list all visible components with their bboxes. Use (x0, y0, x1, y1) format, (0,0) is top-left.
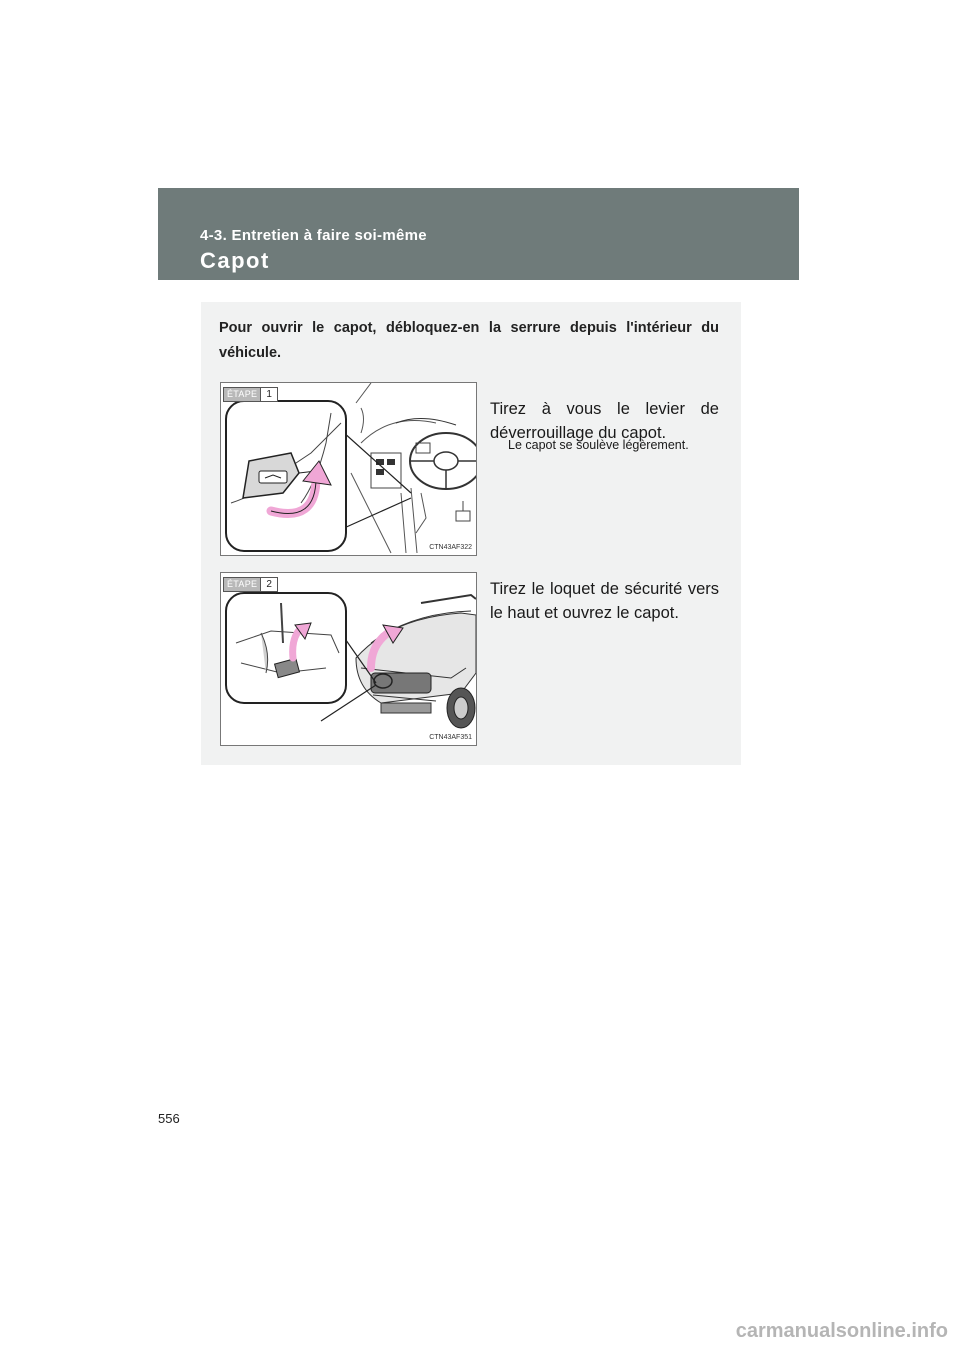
section-title: 4-3. Entretien à faire soi-même (200, 227, 427, 244)
step-badge (223, 387, 278, 402)
hood-latch-illustration (221, 573, 476, 745)
step-1-subtext: Le capot se soulève légèrement. (508, 438, 689, 452)
step-badge-label: ÉTAPE (224, 578, 260, 591)
figure-hood-release-lever (220, 382, 477, 556)
page-number: 556 (158, 1111, 180, 1126)
step-badge (223, 577, 278, 592)
page-title: Capot (200, 248, 270, 273)
watermark: carmanualsonline.info (735, 1320, 948, 1342)
figure-code: CTN43AF322 (429, 544, 472, 551)
hood-lever-illustration (221, 383, 476, 555)
step-1-text: Tirez à vous le levier de déverrouillage du capot. (490, 400, 719, 442)
chapter-header (158, 188, 799, 280)
figure-code: CTN43AF351 (429, 734, 472, 741)
step-2-text: Tirez le loquet de sécurité vers le haut et ouvrez le capot. (490, 580, 719, 622)
step-badge-number: 1 (260, 388, 277, 401)
instruction-panel (201, 302, 741, 765)
figure-safety-catch (220, 572, 477, 746)
intro-text: Pour ouvrir le capot, débloquez-en la serrure depuis l'intérieur du véhicule. (219, 320, 719, 361)
step-badge-label: ÉTAPE (224, 388, 260, 401)
step-badge-number: 2 (260, 578, 277, 591)
